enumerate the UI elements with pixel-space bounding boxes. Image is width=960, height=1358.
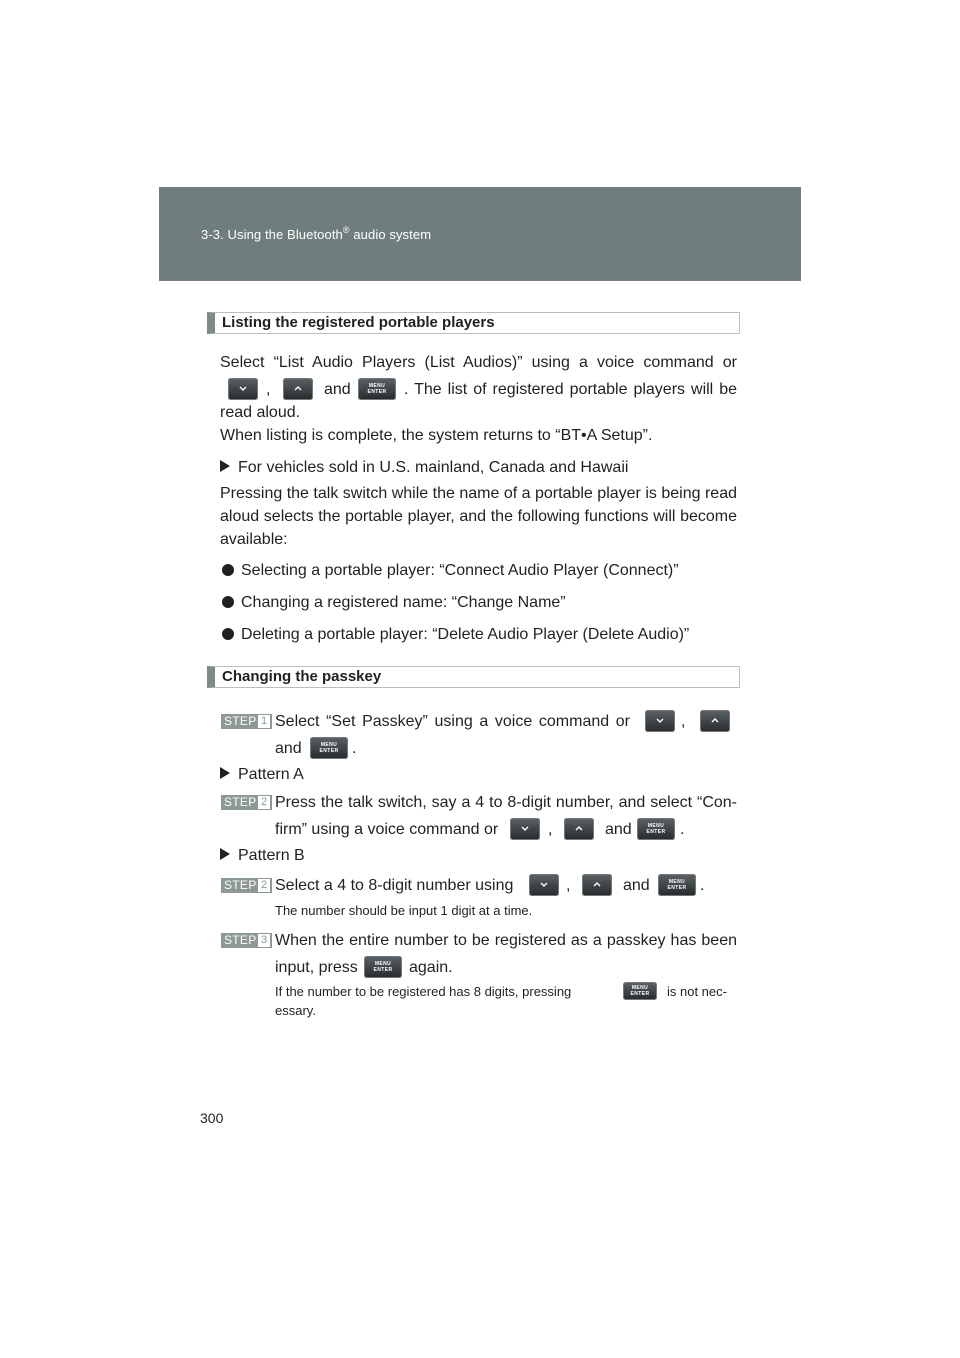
enter-label-line1: MENU [368,383,386,389]
pattern-b-label: Pattern B [220,844,305,867]
comma: , [566,877,571,894]
step2b-note: The number should be input 1 digit at a time. [275,903,533,918]
menu-enter-button: MENU ENTER [658,874,696,896]
step-badge: STEP 1 [221,714,272,729]
chevron-up-icon [582,874,612,896]
chevron-down-icon [645,710,675,732]
chevron-down-icon [529,874,559,896]
section-title: Changing the passkey [222,668,382,685]
step-badge: STEP 3 [221,933,272,948]
section-heading-passkey [207,666,740,688]
triangle-marker-icon [220,848,230,860]
step3-note-pre: If the number to be registered has 8 digits, pressing [275,984,572,999]
page-number: 300 [200,1110,224,1126]
region-note: For vehicles sold in U.S. mainland, Canada and Hawaii [220,456,628,479]
up-button [564,818,594,840]
down-button [510,818,540,840]
bullet-item: Deleting a portable player: “Delete Audio Player (Delete Audio)” [222,623,689,646]
pattern-a-label: Pattern A [220,763,304,786]
chapter-header [159,187,801,281]
section-title: Listing the registered portable players [222,314,495,331]
menu-enter-button: MENU ENTER [310,737,348,759]
chevron-up-icon [700,710,730,732]
chevron-up-icon [564,818,594,840]
triangle-marker-icon [220,767,230,779]
period: . [680,821,685,838]
bullet-icon [222,596,234,608]
step3-line2-pre: input, press [275,959,358,976]
down-button [529,874,559,896]
listing-line3: read aloud. [220,404,301,421]
chevron-down-icon [228,378,258,400]
menu-enter-button: MENU ENTER [637,818,675,840]
step3-line1: When the entire number to be registered as a passkey has been [275,932,737,949]
step2b-line1: Select a 4 to 8-digit number using [275,877,514,894]
listing-line4: When listing is complete, the system returns to “BT•A Setup”. [220,427,653,444]
listing-line1: Select “List Audio Players (List Audios)” using a voice command or [220,354,737,371]
up-button [283,378,313,400]
menu-enter-button: MENU ENTER [623,982,657,1000]
chevron-down-icon [510,818,540,840]
and-text: and [605,821,632,838]
step3-note-post: is not nec- [667,984,727,999]
step3-line2-post: again. [409,959,453,976]
and-text: and [275,740,302,757]
section-heading-listing [207,312,740,334]
step3-note-line2: essary. [275,1003,316,1018]
bullet-item: Changing a registered name: “Change Name” [222,591,566,614]
down-button [228,378,258,400]
period: . [700,877,705,894]
menu-enter-button [358,378,396,400]
chapter-title: 3-3. Using the Bluetooth® audio system [201,225,432,242]
press-talk-text: Pressing the talk switch while the name of a portable player is being read aloud selects the portable player, and the following functions will become available: [220,485,737,548]
period: . [352,740,357,757]
enter-label-line2: ENTER [367,389,387,395]
and-text: and [324,381,351,398]
up-button [700,710,730,732]
bullet-icon [222,564,234,576]
chevron-up-icon [283,378,313,400]
step-badge: STEP 2 [221,795,272,810]
listing-line2-tail: . The list of registered portable players will be [404,381,737,398]
step2a-line1: Press the talk switch, say a 4 to 8-digit number, and select “Con- [275,794,737,811]
menu-enter-button: MENU ENTER [364,956,402,978]
step-badge: STEP 2 [221,878,272,893]
triangle-marker-icon [220,460,230,472]
up-button [582,874,612,896]
down-button [645,710,675,732]
comma: , [548,821,553,838]
bullet-item: Selecting a portable player: “Connect Audio Player (Connect)” [222,559,679,582]
comma: , [266,381,271,398]
and-text: and [623,877,650,894]
bullet-icon [222,628,234,640]
step1-line1: Select “Set Passkey” using a voice command or [275,713,630,730]
comma: , [681,713,686,730]
step2a-line2: firm” using a voice command or [275,821,499,838]
